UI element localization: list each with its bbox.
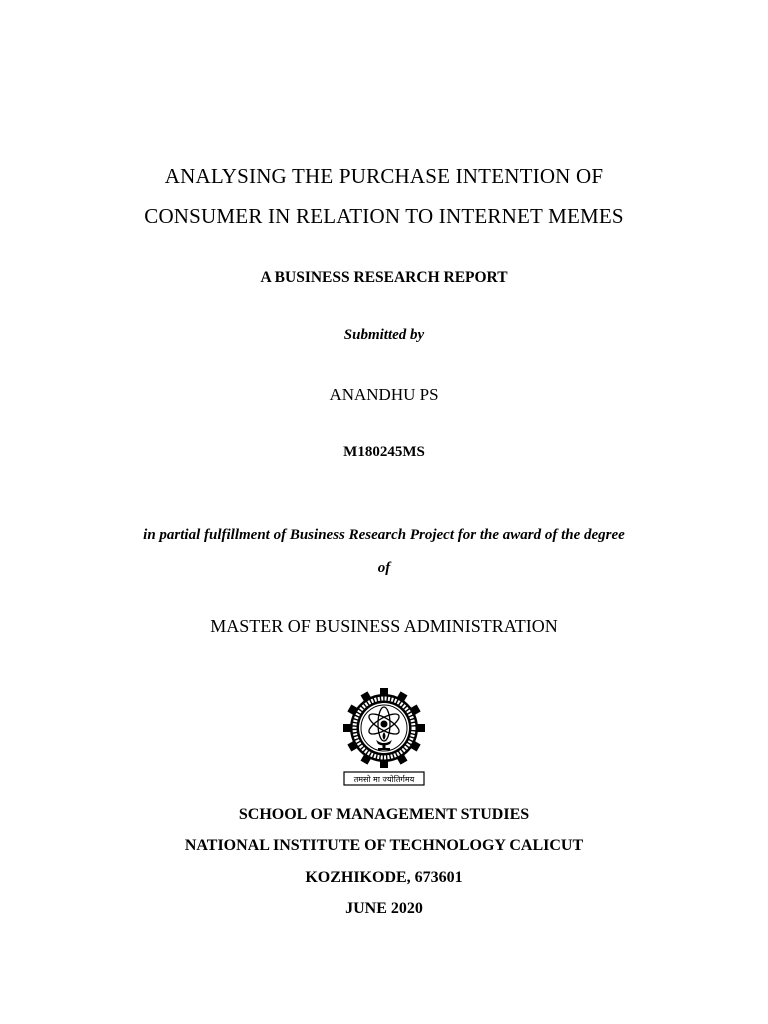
nit-calicut-emblem-icon bbox=[343, 688, 425, 788]
fulfillment-text: in partial fulfillment of Business Research Project for the award of the degree bbox=[143, 527, 625, 543]
submitted-by-label: Submitted by bbox=[343, 327, 425, 343]
of-text: of bbox=[377, 560, 391, 576]
degree-name: MASTER OF BUSINESS ADMINISTRATION bbox=[210, 616, 558, 636]
school-name: SCHOOL OF MANAGEMENT STUDIES bbox=[238, 806, 530, 823]
institute-location: KOZHIKODE, 673601 bbox=[305, 869, 463, 886]
title-line-2: CONSUMER IN RELATION TO INTERNET MEMES bbox=[144, 204, 624, 228]
submission-date: JUNE 2020 bbox=[345, 900, 423, 917]
svg-text:तमसो मा ज्योतिर्गमय: तमसो मा ज्योतिर्गमय bbox=[353, 775, 415, 784]
title-line-1: ANALYSING THE PURCHASE INTENTION OF bbox=[164, 164, 604, 188]
roll-number: M180245MS bbox=[343, 444, 425, 460]
author-name: ANANDHU PS bbox=[329, 385, 439, 404]
report-type: A BUSINESS RESEARCH REPORT bbox=[260, 269, 508, 286]
institute-name: NATIONAL INSTITUTE OF TECHNOLOGY CALICUT bbox=[184, 837, 584, 854]
